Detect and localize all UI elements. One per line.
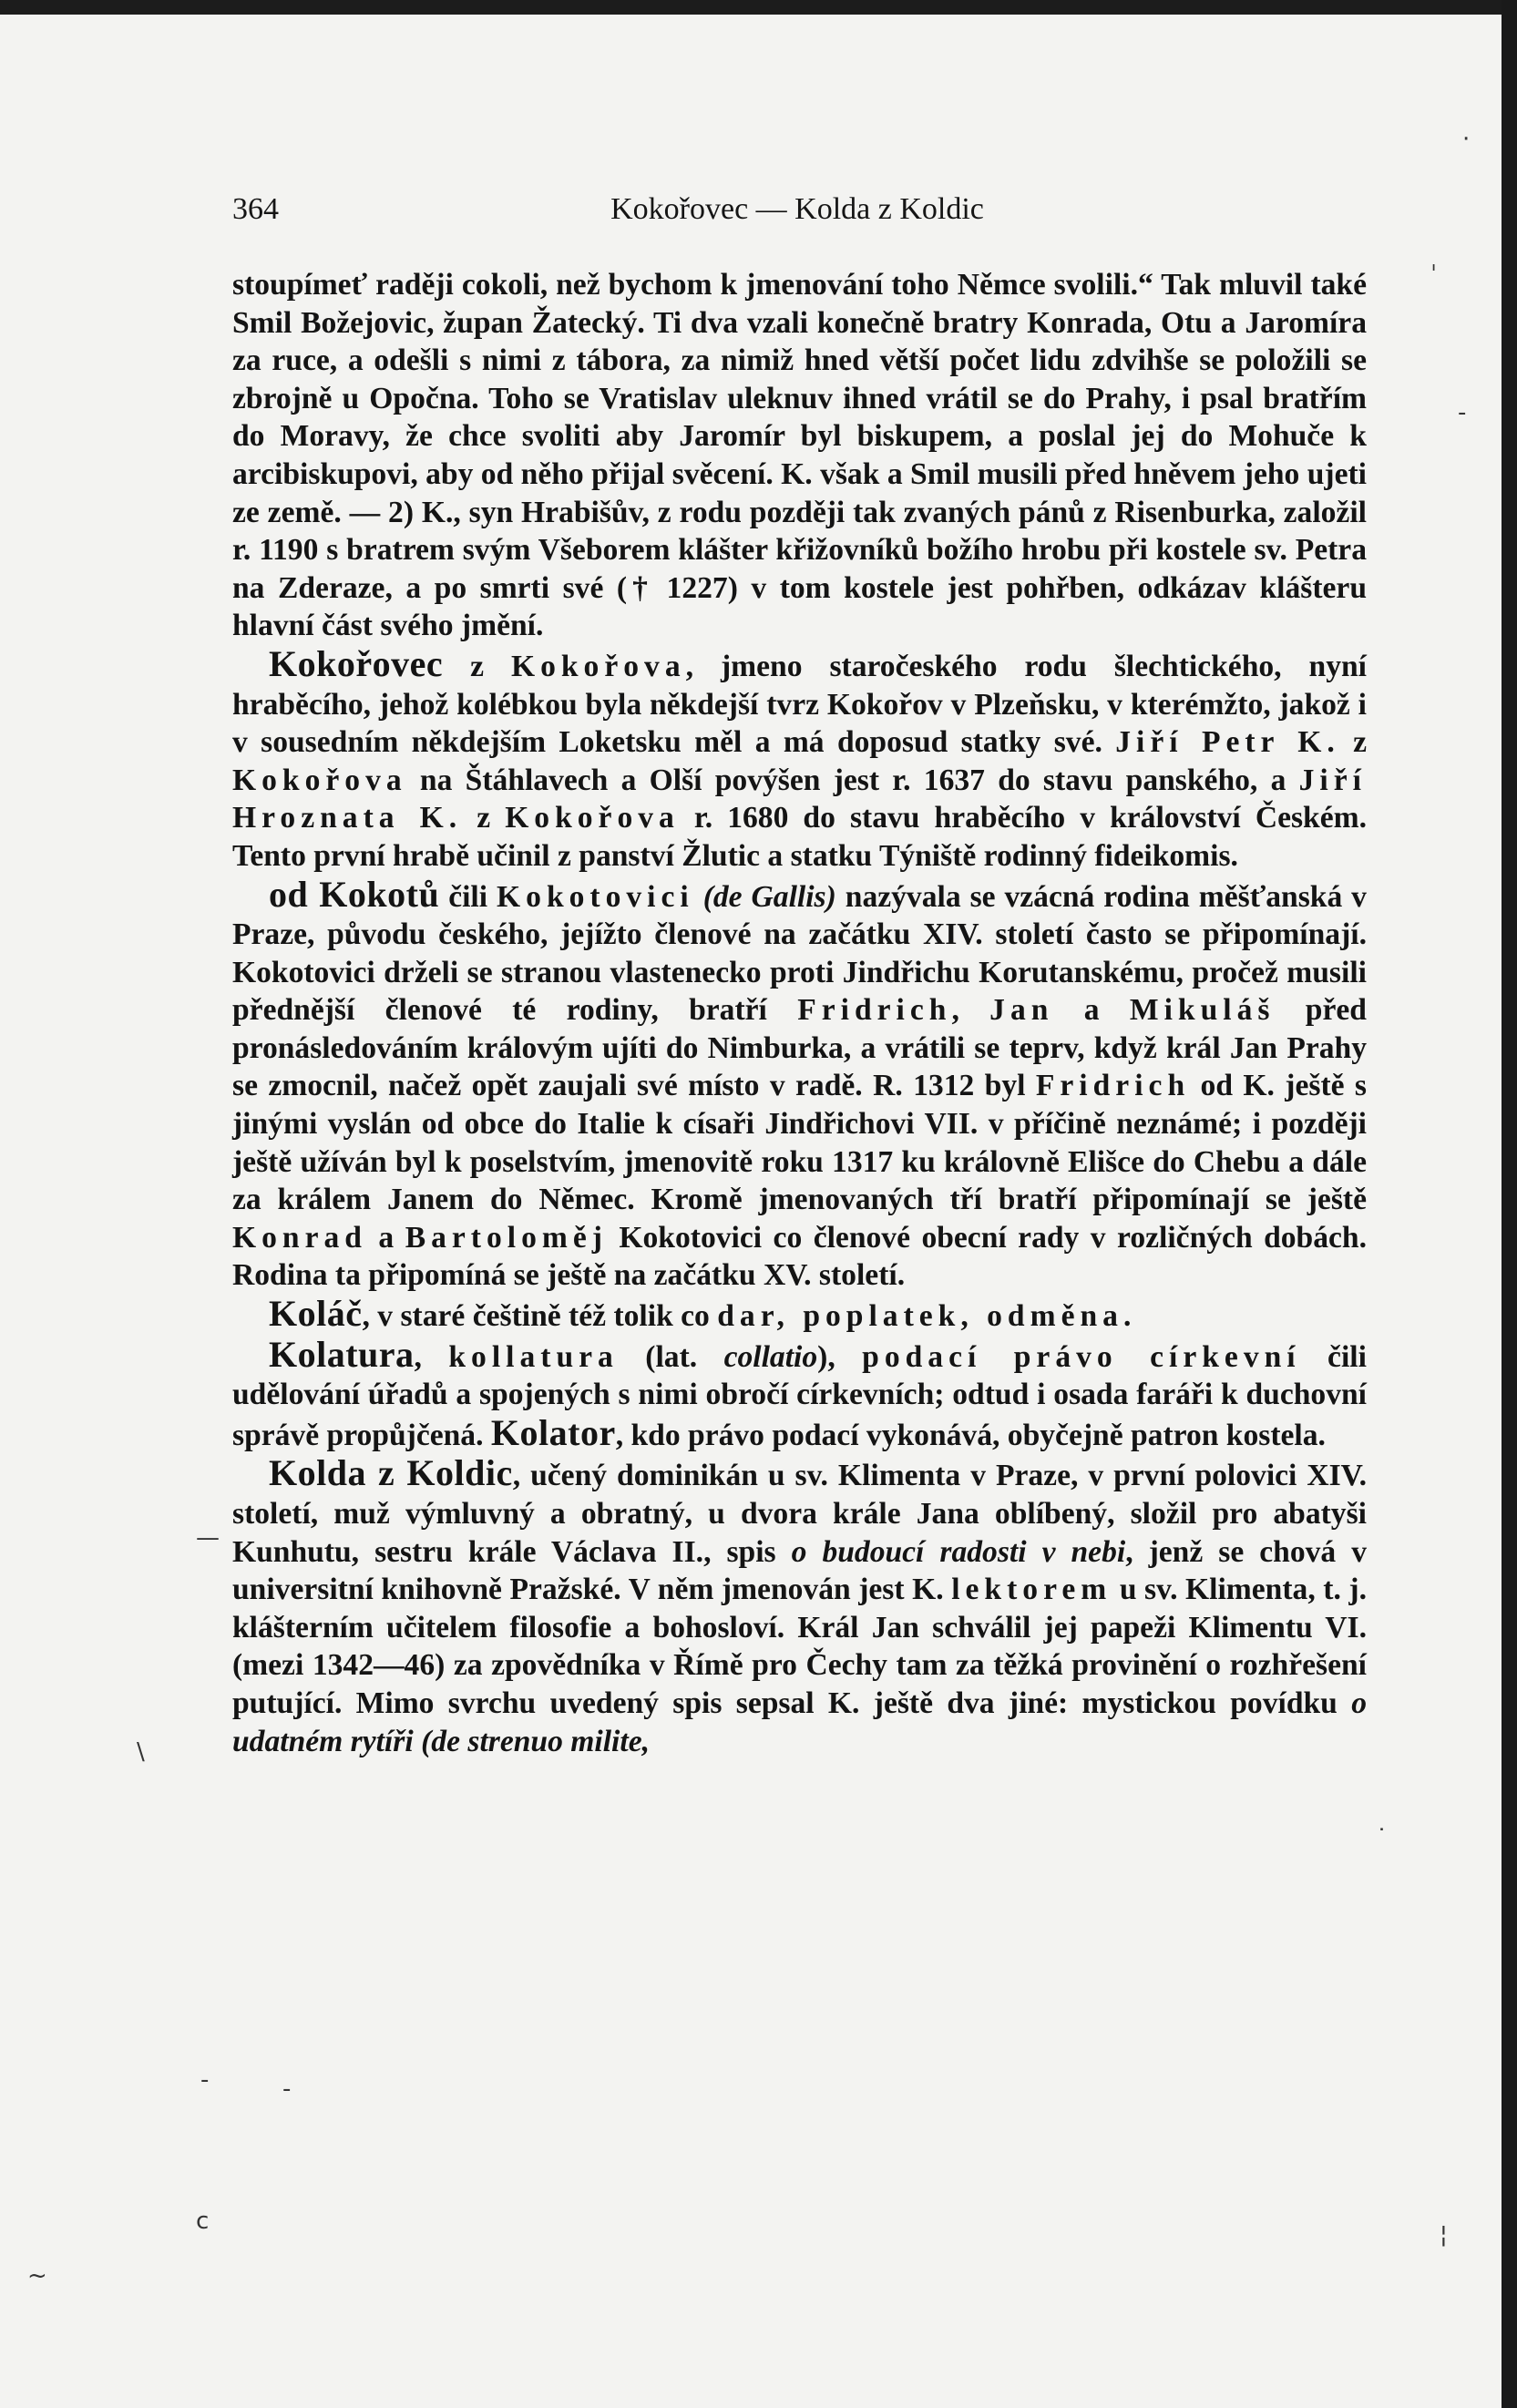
scan-speck: ˙ (1376, 1825, 1388, 1852)
entry-lemma-sub: Kolator (490, 1411, 616, 1453)
scan-speck: - (1458, 399, 1467, 426)
scan-speck: ~ (27, 2262, 47, 2290)
entry-lemma: Kolatura (269, 1333, 415, 1375)
body-text (232, 266, 1367, 1760)
entry-kokorovec: Kokořovec z Kokořova, jmeno staročeského rodu šlechtického, nyní hraběcího, jehož kolébkou byla někdejší tvrz Kokořov v Plzeňsku, v kterémžto, jakož i v sousedním někdejším Loketsku měl a má doposud statky své. Jiří Petr K. z Kokořova na Štáhlavech a Olší povýšen jest r. 1637 do stavu panského, a Jiří Hroznata K. z Kokořova r. 1680 do stavu hraběcího v království Českém. Tento první hrabě učinil z panství Žlutic a statku Týniště rodinný fideikomis. (232, 642, 1368, 873)
page-number: 364 (232, 192, 279, 226)
scan-speck: · (1462, 126, 1471, 153)
entry-lemma: Koláč (269, 1293, 363, 1335)
scan-speck: ¦ (1440, 2221, 1448, 2249)
page-header (232, 187, 1362, 232)
entry-kolda: Kolda z Koldic, učený dominikán u sv. Klimenta v Praze, v první polovici XIV. století, muž výmluvný a obratný, u dvora krále Jana oblíbený, složil pro abatyši Kunhutu, sestru krále Václava II., spis o budoucí radosti v nebi, jenž se chová v universitní knihovně Pražské. V něm jmenován jest K. lektorem u sv. Klimenta, t. j. klášterním učitelem filosofie a bohosloví. Král Jan schválil jej papeži Klimentu VI. (mezi 1342—46) za zpovědníka v Římě pro Čechy tam za těžká provinění o rozhřešení putující. Mimo svrchu uvedený spis sepsal K. ještě dva jiné: mystickou povídku o udatném rytíři (de strenuo milite, (232, 1452, 1367, 1758)
scan-edge-right (1502, 0, 1517, 2408)
running-head: Kokořovec — Kolda z Koldic (610, 192, 984, 226)
scan-speck: \ (137, 1738, 145, 1766)
entry-kokotu: od Kokotů čili Kokotovici (de Gallis) nazývala se vzácná rodina měšťanská v Praze, původu českého, jejížto členové na začátku XIV. století často se připomínají. Kokotovici drželi se stranou vlastenecko proti Jindřichu Korutanskému, pročež musili přednější členové té rodiny, bratří Fridrich, Jan a Mikuláš před pronásledováním královým ujíti do Nimburka, a vrátili se teprv, když král Jan Prahy se zmocnil, načež opět zaujali své místo v radě. R. 1312 byl Fridrich od K. ještě s jinými vyslán od obce do Italie k císaři Jindřichovi VII. v příčině neznámé; i později ještě užíván byl k poselstvím, jmenovitě roku 1317 ku královně Elišce do Chebu a dále za králem Janem do Němec. Kromě jmenovaných tří bratří připomínají se ještě Konrad a Bartoloměj Kokotovici co členové obecní rady v rozličných dobách. Rodina ta připomíná se ještě na začátku XV. století. (232, 873, 1367, 1293)
scan-speck: c (196, 2208, 210, 2235)
paragraph-continuation: stoupímeť raději cokoli, než bychom k jmenování toho Němce svolili.“ Tak mluvil také Smil Božejovic, župan Žatecký. Ti dva vzali konečně bratry Konrada, Otu a Jaromíra za ruce, a odešli s nimi z tábora, za nimiž hned větší počet lidu zdvihše se položili se zbrojně u Opočna. Toho se Vratislav uleknuv ihned vrátil se do Prahy, i psal bratřím do Moravy, že chce svoliti aby Jaromír byl biskupem, a poslal jej do Mohuče k arcibiskupovi, aby od něho přijal svěcení. K. však a Smil musili před hněvem jeho ujeti ze země. — 2) K., syn Hrabišův, z rodu později tak zvaných pánů z Risenburka, založil r. 1190 s bratrem svým Všeborem klášter křižovníků božího hrobu při kostele sv. Petra na Zderaze, a po smrti své († 1227) v tom kostele jest pohřben, odkázav klášteru hlavní část svého jmění. (232, 268, 1367, 643)
scan-speck: - (282, 2075, 292, 2103)
scan-speck: — (196, 1524, 220, 1552)
scan-speck: - (200, 2066, 210, 2094)
scan-speck: ˌ (1430, 246, 1438, 273)
entry-lemma: Kokořovec (269, 642, 444, 684)
entry-lemma: Kolda z Koldic (269, 1452, 513, 1494)
entry-kolatura: Kolatura, kollatura (lat. collatio), podací právo církevní čili udělování úřadů a spojených s nimi obročí církevních; odtud i osada faráři k duchovní správě propůjčená. Kolator, kdo právo podací vykonává, obyčejně patron kostela. (232, 1333, 1367, 1453)
scan-edge-top (0, 0, 1502, 15)
entry-lemma: od Kokotů (269, 873, 440, 915)
entry-kolac: Koláč, v staré češtině též tolik co dar, poplatek, odměna. (269, 1293, 1132, 1335)
